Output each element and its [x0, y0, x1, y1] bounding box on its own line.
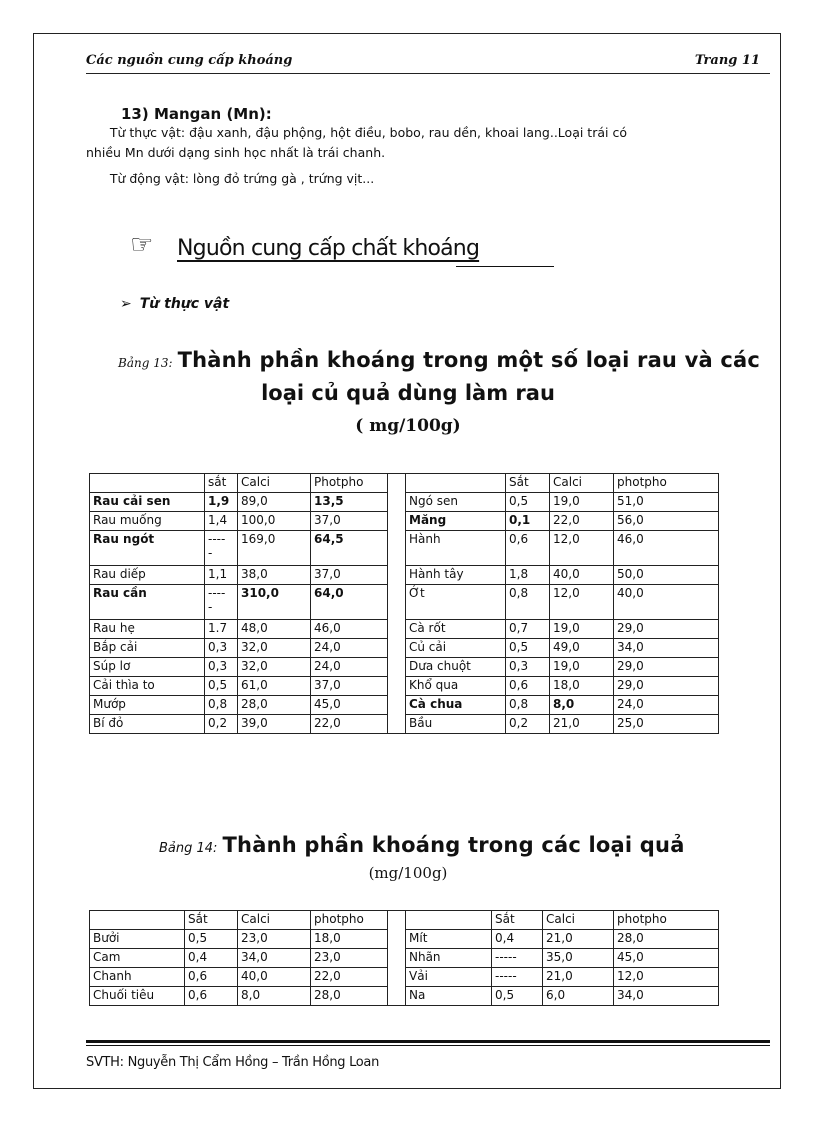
table-cell: 12,0: [550, 585, 614, 620]
table-cell: 29,0: [614, 677, 719, 696]
table-cell: 0,5: [492, 987, 543, 1006]
table-cell: 29,0: [614, 658, 719, 677]
table-cell: [388, 474, 406, 493]
table-cell: 24,0: [614, 696, 719, 715]
table-cell: 0,5: [185, 930, 238, 949]
table-cell: 56,0: [614, 512, 719, 531]
table14-label: Bảng 14:: [159, 841, 218, 856]
table-cell: Hành: [406, 531, 506, 566]
table14-title: Thành phần khoáng trong các loại quả: [222, 833, 685, 857]
table-cell: 1.7: [205, 620, 238, 639]
table-cell: ---- -: [205, 585, 238, 620]
table-row: [90, 639, 719, 658]
table-cell: ---- -: [205, 531, 238, 566]
table-row: [90, 566, 719, 585]
table-cell: 24,0: [311, 658, 388, 677]
table-cell: 51,0: [614, 493, 719, 512]
table-cell: 45,0: [614, 949, 719, 968]
table13-label: Bảng 13:: [118, 356, 173, 370]
table-row: [90, 987, 719, 1006]
table-cell: 34,0: [614, 639, 719, 658]
table-cell: Mướp: [90, 696, 205, 715]
table-row: [90, 715, 719, 734]
table-cell: Cà rốt: [406, 620, 506, 639]
table-cell: 0,8: [205, 696, 238, 715]
table-cell: Hành tây: [406, 566, 506, 585]
table14-body: [90, 911, 719, 1006]
table-cell: 24,0: [311, 639, 388, 658]
table-cell: 49,0: [550, 639, 614, 658]
footer-rule-thick: [86, 1040, 770, 1043]
table13-mineral-vegetables: [89, 473, 719, 734]
table-cell: [388, 696, 406, 715]
table-cell: 100,0: [238, 512, 311, 531]
table-row: [90, 968, 719, 987]
table-cell: [388, 911, 406, 930]
table-header-row: [90, 474, 719, 493]
table-cell: 0,8: [506, 585, 550, 620]
table-cell: Măng: [406, 512, 506, 531]
table-cell: 310,0: [238, 585, 311, 620]
table-cell: Mít: [406, 930, 492, 949]
table-cell: 8,0: [238, 987, 311, 1006]
chapter-heading: Nguồn cung cấp chất khoáng: [177, 236, 480, 261]
table-cell: 1,1: [205, 566, 238, 585]
table-cell: 0,5: [205, 677, 238, 696]
table-cell: [388, 493, 406, 512]
table-cell: 18,0: [311, 930, 388, 949]
table-cell: Khổ qua: [406, 677, 506, 696]
table-cell: Na: [406, 987, 492, 1006]
table-cell: Sắt: [506, 474, 550, 493]
table-cell: 22,0: [550, 512, 614, 531]
table-cell: 13,5: [311, 493, 388, 512]
table-cell: 22,0: [311, 968, 388, 987]
table-row: [90, 531, 719, 566]
table-cell: 19,0: [550, 658, 614, 677]
table-row: [90, 620, 719, 639]
subsection-bullet: [120, 296, 229, 312]
table-cell: Calci: [238, 474, 311, 493]
table-cell: Rau muống: [90, 512, 205, 531]
table-cell: [388, 639, 406, 658]
table-cell: 23,0: [238, 930, 311, 949]
table13-caption: [118, 348, 760, 372]
table-cell: photpho: [311, 911, 388, 930]
table-cell: 46,0: [614, 531, 719, 566]
table-cell: 0,5: [506, 639, 550, 658]
table-cell: Photpho: [311, 474, 388, 493]
table-cell: 21,0: [543, 968, 614, 987]
table-cell: Rau hẹ: [90, 620, 205, 639]
table-cell: [388, 531, 406, 566]
table-cell: 50,0: [614, 566, 719, 585]
plant-sources-line-1: Từ thực vật: đậu xanh, đậu phộng, hột điều, bobo, rau dền, khoai lang..Loại trái có: [109, 125, 627, 140]
header-rule: [86, 73, 770, 74]
table14-mineral-fruits: [89, 910, 719, 1006]
table-cell: Calci: [543, 911, 614, 930]
table-cell: 61,0: [238, 677, 311, 696]
table-cell: Ngó sen: [406, 493, 506, 512]
table14-caption: [159, 833, 685, 857]
table-cell: 0,3: [205, 658, 238, 677]
table-cell: [388, 987, 406, 1006]
table13-title-line1: Thành phần khoáng trong một số loại rau và các: [177, 348, 761, 372]
table-cell: 1,9: [205, 493, 238, 512]
heading-underline: [456, 266, 554, 267]
table-cell: 12,0: [614, 968, 719, 987]
table-cell: Calci: [550, 474, 614, 493]
table-cell: Calci: [238, 911, 311, 930]
animal-sources: Từ động vật: lòng đỏ trứng gà , trứng vịt...: [109, 171, 375, 186]
plant-sources-line-2: nhiều Mn dưới dạng sinh học nhất là trái chanh.: [86, 145, 386, 160]
section-title: 13) Mangan (Mn):: [121, 105, 272, 123]
table-row: [90, 677, 719, 696]
table-cell: 37,0: [311, 677, 388, 696]
table-cell: 1,8: [506, 566, 550, 585]
table-cell: Cà chua: [406, 696, 506, 715]
table-cell: Bưởi: [90, 930, 185, 949]
table-cell: [388, 930, 406, 949]
table-cell: 12,0: [550, 531, 614, 566]
table-cell: Sắt: [492, 911, 543, 930]
table-cell: 21,0: [543, 930, 614, 949]
table-cell: [388, 715, 406, 734]
table-cell: Súp lơ: [90, 658, 205, 677]
table-cell: [388, 949, 406, 968]
footer-authors: SVTH: Nguyễn Thị Cẩm Hồng – Trần Hồng Loan: [86, 1055, 380, 1070]
table-cell: 40,0: [614, 585, 719, 620]
table-cell: 32,0: [238, 658, 311, 677]
table-cell: 37,0: [311, 566, 388, 585]
table-cell: Cải thìa to: [90, 677, 205, 696]
table-cell: 35,0: [543, 949, 614, 968]
table-cell: Rau cải sen: [90, 493, 205, 512]
table-cell: 19,0: [550, 620, 614, 639]
table-cell: 0,6: [185, 987, 238, 1006]
table-cell: 0,6: [185, 968, 238, 987]
table-cell: 37,0: [311, 512, 388, 531]
table-cell: 6,0: [543, 987, 614, 1006]
table-cell: 38,0: [238, 566, 311, 585]
table-cell: -----: [492, 968, 543, 987]
table-cell: 0,8: [506, 696, 550, 715]
table-cell: Rau ngót: [90, 531, 205, 566]
table-cell: 28,0: [614, 930, 719, 949]
table-cell: 40,0: [238, 968, 311, 987]
table-cell: 0,4: [185, 949, 238, 968]
table-cell: 39,0: [238, 715, 311, 734]
table14-unit: (mg/100g): [368, 864, 448, 882]
table-cell: [388, 585, 406, 620]
table-row: [90, 512, 719, 531]
table-cell: 28,0: [238, 696, 311, 715]
table-cell: Bắp cải: [90, 639, 205, 658]
table-cell: Chanh: [90, 968, 185, 987]
table-cell: 64,5: [311, 531, 388, 566]
table-cell: Rau cần: [90, 585, 205, 620]
footer-rule-thin: [86, 1045, 770, 1046]
table-cell: Dưa chuột: [406, 658, 506, 677]
table-cell: Rau diếp: [90, 566, 205, 585]
table-cell: Vải: [406, 968, 492, 987]
table-cell: [388, 566, 406, 585]
table-cell: Bầu: [406, 715, 506, 734]
table-cell: [388, 620, 406, 639]
table-cell: 45,0: [311, 696, 388, 715]
table-cell: 21,0: [550, 715, 614, 734]
table-cell: 0,3: [205, 639, 238, 658]
table-row: [90, 658, 719, 677]
table-cell: 34,0: [614, 987, 719, 1006]
table-row: [90, 696, 719, 715]
table-header-row: [90, 911, 719, 930]
table13-unit: ( mg/100g): [355, 416, 461, 436]
table-cell: -----: [492, 949, 543, 968]
table-cell: 23,0: [311, 949, 388, 968]
table-cell: 19,0: [550, 493, 614, 512]
table-cell: 22,0: [311, 715, 388, 734]
table-cell: 34,0: [238, 949, 311, 968]
table-row: [90, 585, 719, 620]
table-cell: 28,0: [311, 987, 388, 1006]
table-cell: [388, 968, 406, 987]
table-cell: Nhãn: [406, 949, 492, 968]
table-cell: Sắt: [185, 911, 238, 930]
table-cell: Bí đỏ: [90, 715, 205, 734]
table-cell: 18,0: [550, 677, 614, 696]
table-cell: 64,0: [311, 585, 388, 620]
table-cell: Ớt: [406, 585, 506, 620]
table-cell: 46,0: [311, 620, 388, 639]
table-cell: photpho: [614, 911, 719, 930]
table-row: [90, 930, 719, 949]
table-cell: 40,0: [550, 566, 614, 585]
table-cell: 169,0: [238, 531, 311, 566]
table-cell: [406, 474, 506, 493]
table-row: [90, 493, 719, 512]
table-cell: sắt: [205, 474, 238, 493]
page-number: Trang 11: [694, 53, 760, 68]
table-cell: 0,3: [506, 658, 550, 677]
table-cell: [388, 658, 406, 677]
table-cell: [90, 474, 205, 493]
arrow-bullet-icon: ➢: [120, 296, 132, 312]
table-cell: 32,0: [238, 639, 311, 658]
header-title: Các nguồn cung cấp khoáng: [86, 53, 293, 68]
table13-body: [90, 474, 719, 734]
table-cell: photpho: [614, 474, 719, 493]
pointing-hand-icon: ☞: [130, 230, 154, 260]
table-row: [90, 949, 719, 968]
table-cell: [388, 677, 406, 696]
table-cell: [90, 911, 185, 930]
table-cell: 29,0: [614, 620, 719, 639]
table-cell: 25,0: [614, 715, 719, 734]
table-cell: Củ cải: [406, 639, 506, 658]
table-cell: Chuối tiêu: [90, 987, 185, 1006]
table-cell: 0,5: [506, 493, 550, 512]
table-cell: 0,6: [506, 677, 550, 696]
table-cell: [406, 911, 492, 930]
subsection-label: Từ thực vật: [139, 296, 230, 312]
table-cell: 0,4: [492, 930, 543, 949]
table-cell: 1,4: [205, 512, 238, 531]
table13-title-line2: loại củ quả dùng làm rau: [261, 381, 555, 405]
table-cell: 48,0: [238, 620, 311, 639]
table-cell: 0,1: [506, 512, 550, 531]
table-cell: 0,2: [506, 715, 550, 734]
table-cell: [388, 512, 406, 531]
table-cell: Cam: [90, 949, 185, 968]
table-cell: 89,0: [238, 493, 311, 512]
table-cell: 8,0: [550, 696, 614, 715]
table-cell: 0,6: [506, 531, 550, 566]
table-cell: 0,2: [205, 715, 238, 734]
table-cell: 0,7: [506, 620, 550, 639]
